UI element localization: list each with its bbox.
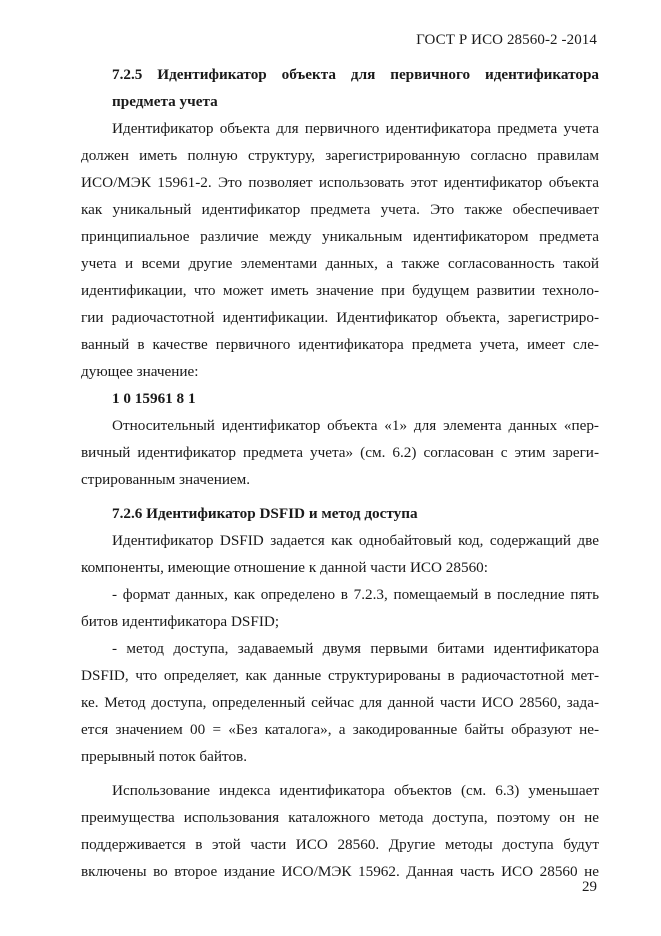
text-line: битов идентификатора DSFID; [81,613,280,630]
text-line: ванный в качестве первичного идентификатора предмета учета, имеет сле- [81,336,599,353]
text-line: должен иметь полную структуру, зарегистрированную согласно правилам [81,147,599,164]
paragraph-gap [81,493,599,500]
heading-line: 7.2.6 Идентификатор DSFID и метод доступа [112,505,418,522]
text-line: гии радиочастотной идентификации. Идентификатор объекта, зарегистриро- [81,309,599,326]
text-line: дующее значение: [81,363,199,380]
text-line: стрированным значением. [81,471,251,488]
text-line: включены во второе издание ИСО/МЭК 15962. Данная часть ИСО 28560 не [81,863,599,880]
page-number: 29 [582,879,597,895]
text-line: ется значением 00 = «Без каталога», а закодированные байты образуют не- [81,721,599,738]
text-line: Относительный идентификатор объекта «1» для элемента данных «пер- [112,417,599,434]
text-line: поддерживается в этой части ИСО 28560. Другие методы доступа будут [81,836,599,853]
text-line: ИСО/МЭК 15961-2. Это позволяет использовать этот идентификатор объекта [81,174,599,191]
text-line: принципиальное различие между уникальным идентификатором предмета [81,228,599,245]
text-line: идентификации, что может иметь значение при будущем развитии техноло- [81,282,599,299]
text-line: как уникальный идентификатор предмета учета. Это также обеспечивает [81,201,599,218]
text-line: DSFID, что определяет, как данные структурированы в радиочастотной мет- [81,667,599,684]
text-line: Использование индекса идентификатора объектов (см. 6.3) уменьшает [112,782,599,799]
paragraph-gap [81,770,599,777]
text-line: Идентификатор DSFID задается как однобайтовый код, содержащий две [112,532,599,549]
text-line: вичный идентификатор предмета учета» (см. 6.2) согласован с этим зареги- [81,444,599,461]
text-line: - метод доступа, задаваемый двумя первыми битами идентификатора [112,640,599,657]
heading-line: 7.2.5 Идентификатор объекта для первичного идентификатора [112,66,599,83]
text-line: преимущества использования каталожного метода доступа, поэтому он не [81,809,599,826]
text-line: учета и всеми другие элементами данных, а также согласованность такой [81,255,599,272]
heading-line: предмета учета [112,93,218,110]
text-line: компоненты, имеющие отношение к данной части ИСО 28560: [81,559,488,576]
document-body [81,61,599,885]
document-header: ГОСТ Р ИСО 28560-2 -2014 [416,32,597,48]
text-line: Идентификатор объекта для первичного идентификатора предмета учета [112,120,599,137]
text-line: прерывный поток байтов. [81,748,248,765]
text-line: ке. Метод доступа, определенный сейчас для данной части ИСО 28560, зада- [81,694,599,711]
text-line: - формат данных, как определено в 7.2.3, помещаемый в последние пять [112,586,599,603]
heading-line: 1 0 15961 8 1 [112,390,196,407]
